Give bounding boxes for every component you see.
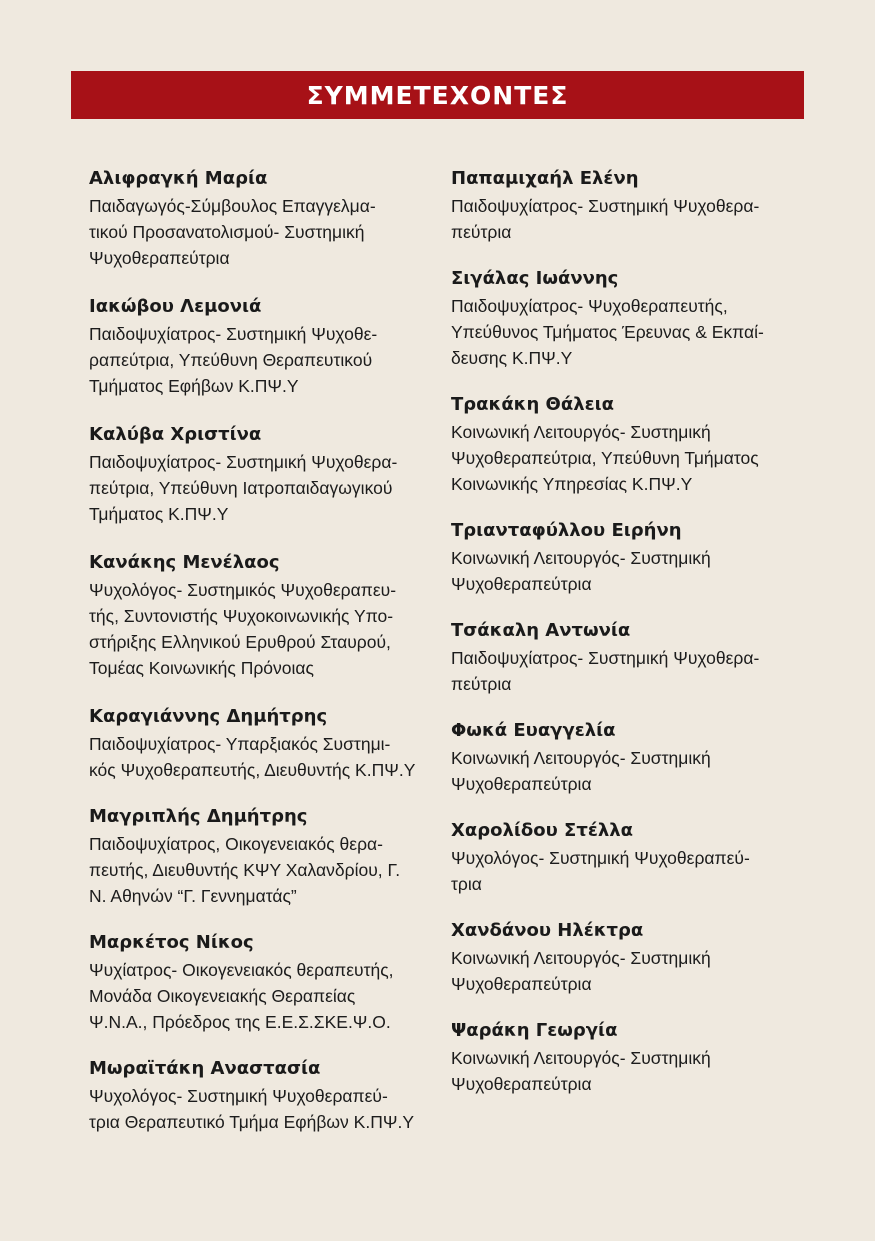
participant-name: Μαγριπλής Δημήτρης (89, 806, 308, 827)
participant-name: Χαρολίδου Στέλλα (451, 820, 634, 841)
participant-role-line: ραπεύτρια, Υπεύθυνη Θεραπευτικού (89, 350, 373, 370)
participant-role-line: Ψυχοθεραπεύτρια (451, 974, 592, 994)
participant-entry (89, 703, 434, 783)
participant-entry (451, 391, 796, 497)
participant-entry (451, 917, 796, 997)
participant-name: Κανάκης Μενέλαος (89, 552, 280, 573)
participant-name: Παπαμιχαήλ Ελένη (451, 168, 639, 189)
participant-entry (451, 717, 796, 797)
participant-role-line: Ψυχοθεραπεύτρια (89, 248, 230, 268)
participant-role-line: Ψυχολόγος- Συστημική Ψυχοθεραπεύ- (451, 848, 750, 868)
participant-role-line: Παιδοψυχίατρος- Συστημική Ψυχοθε- (89, 324, 378, 344)
participants-right-column (451, 165, 796, 1097)
participant-entry (89, 929, 434, 1035)
participant-role-line: Ν. Αθηνών “Γ. Γεννηματάς” (89, 886, 297, 906)
participant-entry (89, 165, 434, 271)
participant-role-line: τής, Συντονιστής Ψυχοκοινωνικής Υπο- (89, 606, 394, 626)
participant-role-line: Παιδοψυχίατρος- Συστημική Ψυχοθερα- (89, 452, 398, 472)
participant-role-line: δευσης Κ.ΠΨ.Υ (451, 348, 573, 368)
participant-role-line: Κοινωνική Λειτουργός- Συστημική (451, 1048, 711, 1068)
participant-role-line: Παιδοψυχίατρος- Συστημική Ψυχοθερα- (451, 196, 760, 216)
participant-entry (451, 617, 796, 697)
participant-role-line: Ψ.Ν.Α., Πρόεδρος της Ε.Ε.Σ.ΣΚΕ.Ψ.Ο. (89, 1012, 391, 1032)
section-title: ΣΥΜΜΕΤΕΧΟΝΤΕΣ (306, 80, 569, 110)
participant-role-line: Παιδοψυχίατρος- Συστημική Ψυχοθερα- (451, 648, 760, 668)
participant-role-line: τικού Προσανατολισμού- Συστημική (89, 222, 365, 242)
participant-role-line: Ψυχοθεραπεύτρια, Υπεύθυνη Τμήματος (451, 448, 759, 468)
participant-role-line: Υπεύθυνος Τμήματος Έρευνας & Εκπαί- (451, 322, 764, 342)
participant-name: Τσάκαλη Αντωνία (451, 620, 631, 641)
participant-entry (451, 517, 796, 597)
participant-role-line: Κοινωνική Λειτουργός- Συστημική (451, 948, 711, 968)
participant-entry (89, 803, 434, 909)
participant-role-line: πευτής, Διευθυντής ΚΨΥ Χαλανδρίου, Γ. (89, 860, 401, 880)
participant-name: Τρακάκη Θάλεια (451, 394, 615, 415)
participant-role-line: Ψυχοθεραπεύτρια (451, 774, 592, 794)
participant-name: Ψαράκη Γεωργία (451, 1020, 618, 1041)
participant-entry (89, 1055, 434, 1135)
participant-entry (451, 265, 796, 371)
participant-role-line: Ψυχίατρος- Οικογενειακός θεραπευτής, (89, 960, 394, 980)
participant-name: Καλύβα Χριστίνα (89, 424, 262, 445)
participant-entry (451, 1017, 796, 1097)
participant-name: Φωκά Ευαγγελία (451, 720, 616, 741)
participant-role-line: Κοινωνική Λειτουργός- Συστημική (451, 548, 711, 568)
participant-role-line: Τομέας Κοινωνικής Πρόνοιας (89, 658, 314, 678)
participant-role-line: Ψυχοθεραπεύτρια (451, 574, 592, 594)
participant-role-line: Τμήματος Εφήβων Κ.ΠΨ.Υ (89, 376, 299, 396)
participant-entry (89, 293, 434, 399)
participant-role-line: Παιδοψυχίατρος, Οικογενειακός θερα- (89, 834, 383, 854)
participant-role-line: πεύτρια (451, 674, 512, 694)
participant-entry (89, 549, 434, 681)
participant-role-line: Ψυχολόγος- Συστημικός Ψυχοθεραπευ- (89, 580, 397, 600)
participant-entry (451, 817, 796, 897)
participant-name: Μωραϊτάκη Αναστασία (89, 1058, 321, 1079)
participant-role-line: πεύτρια, Υπεύθυνη Ιατροπαιδαγωγικού (89, 478, 393, 498)
participant-name: Χανδάνου Ηλέκτρα (451, 920, 644, 941)
participant-name: Ιακώβου Λεμονιά (89, 296, 262, 317)
participant-name: Σιγάλας Ιωάννης (451, 268, 619, 289)
participant-entry (89, 421, 434, 527)
participant-role-line: Μονάδα Οικογενειακής Θεραπείας (89, 986, 356, 1006)
section-title-banner (71, 71, 804, 119)
participant-role-line: Κοινωνική Λειτουργός- Συστημική (451, 748, 711, 768)
participant-name: Αλιφραγκή Μαρία (89, 168, 268, 189)
participant-role-line: στήριξης Ελληνικού Ερυθρού Σταυρού, (89, 632, 391, 652)
participant-name: Καραγιάννης Δημήτρης (89, 706, 328, 727)
participant-entry (451, 165, 796, 245)
participant-name: Μαρκέτος Νίκος (89, 932, 254, 953)
participants-left-column (89, 165, 434, 1135)
participant-role-line: Ψυχοθεραπεύτρια (451, 1074, 592, 1094)
participant-role-line: Τμήματος Κ.ΠΨ.Υ (89, 504, 229, 524)
participant-role-line: κός Ψυχοθεραπευτής, Διευθυντής Κ.ΠΨ.Υ (89, 760, 416, 780)
participant-role-line: Ψυχολόγος- Συστημική Ψυχοθεραπεύ- (89, 1086, 388, 1106)
participant-name: Τριανταφύλλου Ειρήνη (451, 520, 682, 541)
participant-role-line: τρια (451, 874, 482, 894)
participant-role-line: πεύτρια (451, 222, 512, 242)
participant-role-line: Παιδοψυχίατρος- Υπαρξιακός Συστημι- (89, 734, 391, 754)
participant-role-line: Κοινωνική Λειτουργός- Συστημική (451, 422, 711, 442)
participant-role-line: τρια Θεραπευτικό Τμήμα Εφήβων Κ.ΠΨ.Υ (89, 1112, 414, 1132)
participant-role-line: Παιδοψυχίατρος- Ψυχοθεραπευτής, (451, 296, 728, 316)
participant-role-line: Παιδαγωγός-Σύμβουλος Επαγγελμα- (89, 196, 376, 216)
participant-role-line: Κοινωνικής Υπηρεσίας Κ.ΠΨ.Υ (451, 474, 693, 494)
